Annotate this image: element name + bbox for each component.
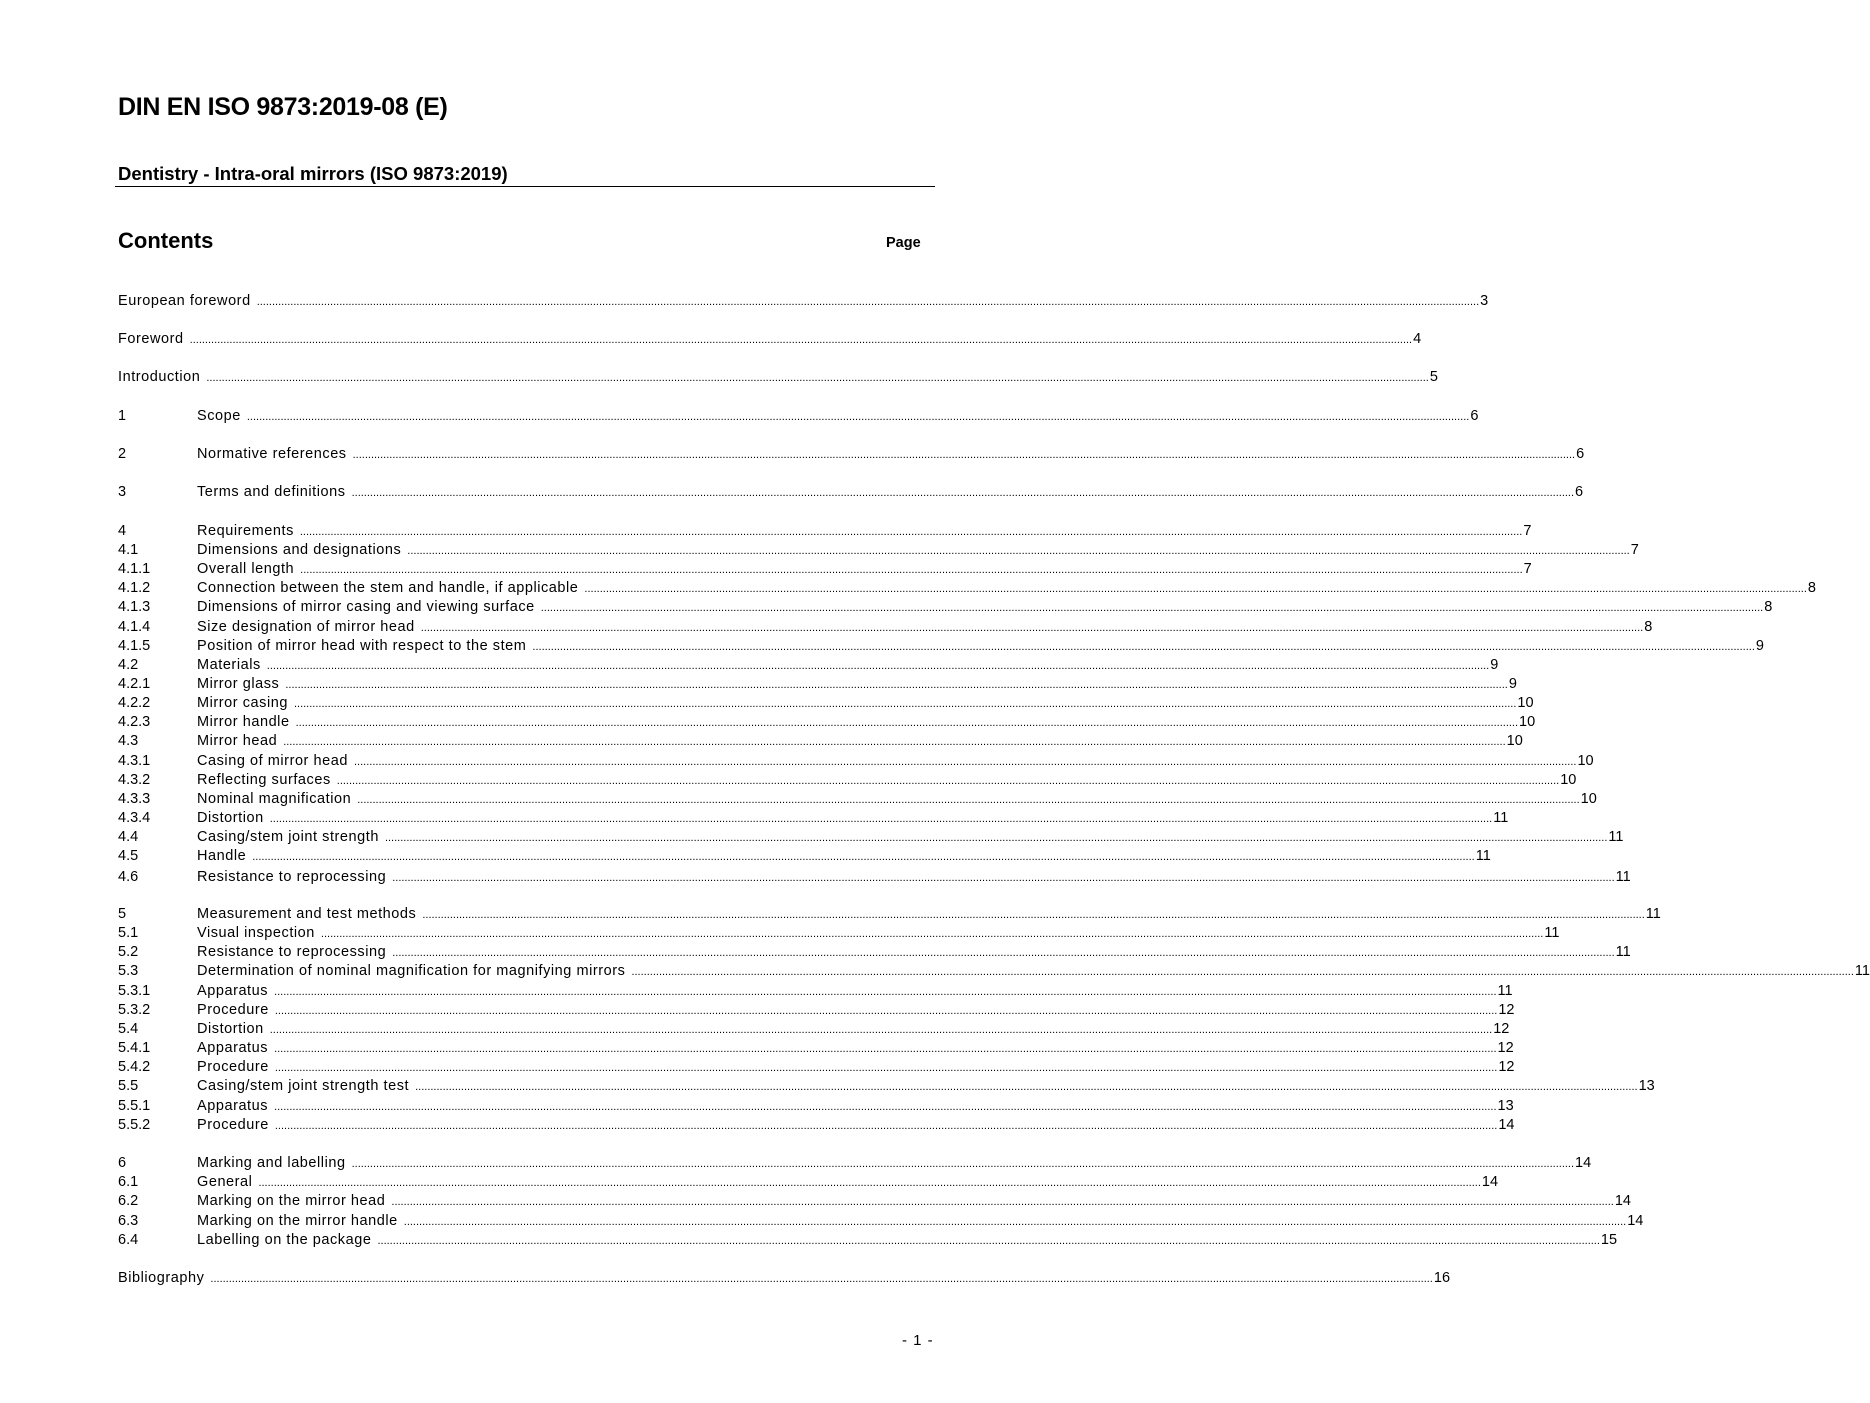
toc-entry-title: Resistance to reprocessing bbox=[197, 869, 387, 885]
toc-entry-title: Introduction bbox=[118, 369, 201, 385]
toc-entry-page: 14 bbox=[1498, 1117, 1515, 1133]
toc-dot-leader: ................................................................................................................................................................................................................................................................................................................................................................................................................ bbox=[384, 832, 1608, 844]
toc-entry-number: 5.3 bbox=[118, 963, 139, 979]
toc-entry[interactable] bbox=[118, 752, 1594, 771]
toc-entry-number: 5.5.1 bbox=[118, 1098, 151, 1114]
toc-entry-title: Casing of mirror head bbox=[197, 753, 348, 769]
toc-dot-leader: ................................................................................................................................................................................................................................................................................................................................................................................................................ bbox=[274, 1043, 1497, 1055]
toc-entry-page: 11 bbox=[1475, 848, 1491, 864]
toc-entry-page: 10 bbox=[1577, 753, 1594, 769]
toc-entry[interactable] bbox=[118, 368, 1438, 387]
toc-dot-leader: ................................................................................................................................................................................................................................................................................................................................................................................................................ bbox=[274, 1101, 1497, 1113]
toc-dot-leader: ................................................................................................................................................................................................................................................................................................................................................................................................................ bbox=[274, 986, 1497, 998]
toc-entry-number: 4.2.1 bbox=[118, 676, 151, 692]
toc-entry-title: Mirror glass bbox=[197, 676, 280, 692]
toc-entry[interactable] bbox=[118, 1192, 1631, 1211]
toc-entry-page: 10 bbox=[1519, 714, 1536, 730]
toc-entry-title: Resistance to reprocessing bbox=[197, 944, 387, 960]
toc-entry-number: 2 bbox=[118, 446, 127, 462]
toc-entry[interactable] bbox=[118, 809, 1509, 828]
toc-entry-number: 4.4 bbox=[118, 829, 139, 845]
toc-entry-page: 10 bbox=[1560, 772, 1577, 788]
toc-entry[interactable] bbox=[118, 905, 1661, 924]
toc-entry-number: 4.2.3 bbox=[118, 714, 151, 730]
toc-entry-page: 13 bbox=[1497, 1098, 1514, 1114]
toc-dot-leader: ................................................................................................................................................................................................................................................................................................................................................................................................................ bbox=[283, 736, 1506, 748]
toc-entry[interactable] bbox=[118, 445, 1585, 464]
toc-dot-leader: ................................................................................................................................................................................................................................................................................................................................................................................................................ bbox=[353, 756, 1577, 768]
toc-dot-leader: ................................................................................................................................................................................................................................................................................................................................................................................................................ bbox=[631, 966, 1854, 978]
toc-entry-number: 4.1.4 bbox=[118, 619, 151, 635]
toc-dot-leader: ................................................................................................................................................................................................................................................................................................................................................................................................................ bbox=[336, 775, 1560, 787]
toc-entry[interactable] bbox=[118, 483, 1584, 502]
toc-entry-page: 6 bbox=[1575, 484, 1584, 500]
toc-entry[interactable] bbox=[118, 618, 1653, 637]
toc-entry[interactable] bbox=[118, 962, 1870, 981]
toc-entry[interactable] bbox=[118, 771, 1577, 790]
toc-entry-page: 11 bbox=[1544, 925, 1560, 941]
toc-dot-leader: ................................................................................................................................................................................................................................................................................................................................................................................................................ bbox=[422, 909, 1645, 921]
toc-entry-page: 6 bbox=[1576, 446, 1585, 462]
toc-dot-leader: ................................................................................................................................................................................................................................................................................................................................................................................................................ bbox=[532, 641, 1755, 653]
toc-entry[interactable] bbox=[118, 675, 1517, 694]
toc-entry-page: 13 bbox=[1638, 1078, 1655, 1094]
toc-entry-page: 8 bbox=[1644, 619, 1653, 635]
toc-entry[interactable] bbox=[118, 1231, 1618, 1250]
toc-dot-leader: ................................................................................................................................................................................................................................................................................................................................................................................................................ bbox=[206, 372, 1429, 384]
toc-entry-number: 1 bbox=[118, 408, 127, 424]
toc-entry[interactable] bbox=[118, 868, 1631, 887]
toc-entry-page: 11 bbox=[1497, 983, 1513, 999]
document-title: DIN EN ISO 9873:2019-08 (E) bbox=[118, 93, 448, 121]
toc-entry-page: 11 bbox=[1645, 906, 1661, 922]
toc-entry-title: Reflecting surfaces bbox=[197, 772, 331, 788]
toc-entry[interactable] bbox=[118, 1097, 1514, 1116]
toc-entry-title: Apparatus bbox=[197, 1040, 269, 1056]
toc-entry-number: 5.3.2 bbox=[118, 1002, 151, 1018]
toc-entry-number: 4.1 bbox=[118, 542, 139, 558]
toc-entry[interactable] bbox=[118, 924, 1560, 943]
toc-entry-title: Distortion bbox=[197, 810, 264, 826]
toc-dot-leader: ................................................................................................................................................................................................................................................................................................................................................................................................................ bbox=[269, 813, 1493, 825]
toc-entry-title: Distortion bbox=[197, 1021, 264, 1037]
toc-dot-leader: ................................................................................................................................................................................................................................................................................................................................................................................................................ bbox=[392, 872, 1615, 884]
toc-entry-title: Procedure bbox=[197, 1059, 269, 1075]
toc-entry-page: 14 bbox=[1575, 1155, 1592, 1171]
toc-entry-title: Procedure bbox=[197, 1002, 269, 1018]
document-subtitle: Dentistry - Intra-oral mirrors (ISO 9873:2019) bbox=[118, 163, 508, 184]
toc-entry-number: 4.2 bbox=[118, 657, 139, 673]
toc-entry-page: 10 bbox=[1506, 733, 1523, 749]
toc-entry-page: 15 bbox=[1600, 1232, 1618, 1248]
toc-dot-leader: ................................................................................................................................................................................................................................................................................................................................................................................................................ bbox=[285, 679, 1508, 691]
toc-dot-leader: ................................................................................................................................................................................................................................................................................................................................................................................................................ bbox=[274, 1005, 1498, 1017]
toc-entry-number: 4.1.5 bbox=[118, 638, 151, 654]
toc-entry-title: Scope bbox=[197, 408, 241, 424]
toc-entry-title: Terms and definitions bbox=[197, 484, 346, 500]
toc-dot-leader: ................................................................................................................................................................................................................................................................................................................................................................................................................ bbox=[295, 717, 1519, 729]
toc-entry-page: 11 bbox=[1608, 829, 1624, 845]
toc-entry[interactable] bbox=[118, 1116, 1515, 1135]
toc-entry-number: 5.4.1 bbox=[118, 1040, 151, 1056]
toc-entry[interactable] bbox=[118, 694, 1534, 713]
toc-dot-leader: ................................................................................................................................................................................................................................................................................................................................................................................................................ bbox=[210, 1273, 1433, 1285]
toc-entry-title: Apparatus bbox=[197, 983, 269, 999]
toc-entry-number: 4.1.3 bbox=[118, 599, 151, 615]
toc-entry-title: Size designation of mirror head bbox=[197, 619, 415, 635]
toc-entry-page: 11 bbox=[1854, 963, 1870, 979]
toc-entry-number: 6.3 bbox=[118, 1213, 139, 1229]
toc-dot-leader: ................................................................................................................................................................................................................................................................................................................................................................................................................ bbox=[392, 947, 1615, 959]
toc-dot-leader: ................................................................................................................................................................................................................................................................................................................................................................................................................ bbox=[189, 334, 1413, 346]
toc-entry-number: 4.1.1 bbox=[118, 561, 151, 577]
toc-entry[interactable] bbox=[118, 847, 1491, 866]
toc-entry[interactable] bbox=[118, 713, 1536, 732]
toc-dot-leader: ................................................................................................................................................................................................................................................................................................................................................................................................................ bbox=[540, 602, 1764, 614]
title-divider bbox=[115, 186, 935, 187]
toc-entry[interactable] bbox=[118, 1077, 1655, 1096]
toc-dot-leader: ................................................................................................................................................................................................................................................................................................................................................................................................................ bbox=[320, 928, 1544, 940]
toc-entry-page: 7 bbox=[1630, 542, 1639, 558]
toc-entry[interactable] bbox=[118, 1154, 1592, 1173]
toc-entry-title: Marking and labelling bbox=[197, 1155, 346, 1171]
toc-entry-title: Mirror casing bbox=[197, 695, 288, 711]
toc-entry[interactable] bbox=[118, 560, 1532, 579]
toc-entry[interactable] bbox=[118, 828, 1624, 847]
toc-entry[interactable] bbox=[118, 330, 1422, 349]
toc-entry-page: 12 bbox=[1498, 1002, 1515, 1018]
toc-entry-number: 5.1 bbox=[118, 925, 139, 941]
toc-dot-leader: ................................................................................................................................................................................................................................................................................................................................................................................................................ bbox=[357, 794, 1580, 806]
toc-entry-page: 9 bbox=[1755, 638, 1764, 654]
toc-entry[interactable] bbox=[118, 407, 1479, 426]
footer-page-number: - 1 - bbox=[902, 1332, 934, 1349]
toc-entry-number: 4.2.2 bbox=[118, 695, 151, 711]
toc-entry[interactable] bbox=[118, 943, 1631, 962]
toc-dot-leader: ................................................................................................................................................................................................................................................................................................................................................................................................................ bbox=[352, 449, 1576, 461]
toc-entry-title: Connection between the stem and handle, if applicable bbox=[197, 580, 579, 596]
toc-entry-page: 10 bbox=[1580, 791, 1597, 807]
toc-entry-title: Materials bbox=[197, 657, 261, 673]
toc-entry-title: Mirror head bbox=[197, 733, 278, 749]
toc-entry[interactable] bbox=[118, 790, 1597, 809]
toc-entry-title: Procedure bbox=[197, 1117, 269, 1133]
toc-entry-page: 14 bbox=[1614, 1193, 1631, 1209]
toc-entry[interactable] bbox=[118, 1173, 1499, 1192]
toc-entry-number: 5.5.2 bbox=[118, 1117, 151, 1133]
toc-entry-page: 7 bbox=[1523, 561, 1532, 577]
toc-entry-number: 4.3.1 bbox=[118, 753, 151, 769]
toc-entry-title: Position of mirror head with respect to the stem bbox=[197, 638, 527, 654]
toc-entry-number: 5.4 bbox=[118, 1021, 139, 1037]
toc-dot-leader: ................................................................................................................................................................................................................................................................................................................................................................................................................ bbox=[351, 487, 1575, 499]
toc-dot-leader: ................................................................................................................................................................................................................................................................................................................................................................................................................ bbox=[293, 698, 1517, 710]
toc-dot-leader: ................................................................................................................................................................................................................................................................................................................................................................................................................ bbox=[300, 564, 1523, 576]
toc-entry[interactable] bbox=[118, 1269, 1451, 1288]
toc-entry-title: Nominal magnification bbox=[197, 791, 352, 807]
toc-dot-leader: ................................................................................................................................................................................................................................................................................................................................................................................................................ bbox=[584, 583, 1807, 595]
toc-dot-leader: ................................................................................................................................................................................................................................................................................................................................................................................................................ bbox=[266, 660, 1490, 672]
toc-dot-leader: ................................................................................................................................................................................................................................................................................................................................................................................................................ bbox=[351, 1158, 1575, 1170]
toc-entry-page: 8 bbox=[1764, 599, 1773, 615]
toc-entry-title: Apparatus bbox=[197, 1098, 269, 1114]
toc-entry-title: Marking on the mirror handle bbox=[197, 1213, 398, 1229]
toc-entry-title: Bibliography bbox=[118, 1270, 205, 1286]
toc-dot-leader: ................................................................................................................................................................................................................................................................................................................................................................................................................ bbox=[299, 526, 1523, 538]
toc-entry[interactable] bbox=[118, 1039, 1514, 1058]
toc-entry[interactable] bbox=[118, 656, 1499, 675]
toc-entry-page: 10 bbox=[1517, 695, 1534, 711]
contents-heading: Contents bbox=[118, 228, 214, 253]
toc-dot-leader: ................................................................................................................................................................................................................................................................................................................................................................................................................ bbox=[274, 1062, 1498, 1074]
toc-entry-page: 11 bbox=[1615, 869, 1631, 885]
toc-entry-page: 12 bbox=[1497, 1040, 1514, 1056]
toc-entry-title: Visual inspection bbox=[197, 925, 315, 941]
toc-entry-page: 9 bbox=[1508, 676, 1517, 692]
toc-entry-title: Casing/stem joint strength bbox=[197, 829, 379, 845]
toc-entry-page: 11 bbox=[1615, 944, 1631, 960]
toc-entry-number: 4.5 bbox=[118, 848, 139, 864]
page-column-heading: Page bbox=[886, 235, 921, 251]
toc-entry-page: 14 bbox=[1481, 1174, 1499, 1190]
toc-entry-number: 4.3.3 bbox=[118, 791, 151, 807]
toc-entry-page: 11 bbox=[1493, 810, 1509, 826]
toc-entry-title: Foreword bbox=[118, 331, 184, 347]
toc-entry-page: 5 bbox=[1429, 369, 1438, 385]
toc-entry-number: 6.1 bbox=[118, 1174, 139, 1190]
toc-dot-leader: ................................................................................................................................................................................................................................................................................................................................................................................................................ bbox=[258, 1177, 1481, 1189]
toc-entry-number: 4.1.2 bbox=[118, 580, 151, 596]
toc-dot-leader: ................................................................................................................................................................................................................................................................................................................................................................................................................ bbox=[420, 622, 1644, 634]
toc-entry[interactable] bbox=[118, 637, 1764, 656]
toc-entry-number: 4.3 bbox=[118, 733, 139, 749]
toc-entry[interactable] bbox=[118, 1212, 1644, 1231]
toc-entry-number: 4.6 bbox=[118, 869, 139, 885]
toc-entry-number: 6.2 bbox=[118, 1193, 139, 1209]
toc-entry[interactable] bbox=[118, 1020, 1510, 1039]
toc-entry-title: Requirements bbox=[197, 523, 294, 539]
toc-entry-title: General bbox=[197, 1174, 253, 1190]
toc-dot-leader: ................................................................................................................................................................................................................................................................................................................................................................................................................ bbox=[256, 296, 1480, 308]
toc-entry-page: 12 bbox=[1498, 1059, 1515, 1075]
toc-entry-number: 4.3.2 bbox=[118, 772, 151, 788]
toc-entry-page: 9 bbox=[1490, 657, 1499, 673]
toc-entry[interactable] bbox=[118, 522, 1532, 541]
toc-entry[interactable] bbox=[118, 1001, 1515, 1020]
toc-entry-number: 4.3.4 bbox=[118, 810, 151, 826]
toc-entry[interactable] bbox=[118, 982, 1513, 1001]
toc-entry-page: 3 bbox=[1480, 293, 1489, 309]
toc-entry[interactable] bbox=[118, 598, 1773, 617]
toc-entry[interactable] bbox=[118, 732, 1523, 751]
toc-entry-title: Normative references bbox=[197, 446, 347, 462]
toc-entry-number: 5 bbox=[118, 906, 127, 922]
toc-entry[interactable] bbox=[118, 1058, 1515, 1077]
toc-entry-number: 6 bbox=[118, 1155, 127, 1171]
toc-dot-leader: ................................................................................................................................................................................................................................................................................................................................................................................................................ bbox=[377, 1235, 1600, 1247]
toc-dot-leader: ................................................................................................................................................................................................................................................................................................................................................................................................................ bbox=[391, 1196, 1614, 1208]
toc-entry-page: 12 bbox=[1493, 1021, 1510, 1037]
toc-entry-title: European foreword bbox=[118, 293, 251, 309]
toc-entry-title: Determination of nominal magnification for magnifying mirrors bbox=[197, 963, 626, 979]
toc-entry-page: 6 bbox=[1470, 408, 1479, 424]
toc-dot-leader: ................................................................................................................................................................................................................................................................................................................................................................................................................ bbox=[415, 1081, 1638, 1093]
toc-entry-title: Labelling on the package bbox=[197, 1232, 372, 1248]
toc-entry[interactable] bbox=[118, 292, 1489, 311]
toc-entry-title: Mirror handle bbox=[197, 714, 290, 730]
toc-entry[interactable] bbox=[118, 541, 1639, 560]
toc-entry-number: 5.2 bbox=[118, 944, 139, 960]
toc-dot-leader: ................................................................................................................................................................................................................................................................................................................................................................................................................ bbox=[407, 545, 1630, 557]
toc-dot-leader: ................................................................................................................................................................................................................................................................................................................................................................................................................ bbox=[269, 1024, 1493, 1036]
toc-entry-page: 8 bbox=[1807, 580, 1816, 596]
toc-entry-title: Handle bbox=[197, 848, 247, 864]
toc-dot-leader: ................................................................................................................................................................................................................................................................................................................................................................................................................ bbox=[274, 1120, 1498, 1132]
toc-entry-number: 6.4 bbox=[118, 1232, 139, 1248]
toc-entry-title: Measurement and test methods bbox=[197, 906, 417, 922]
toc-entry-title: Dimensions and designations bbox=[197, 542, 402, 558]
toc-entry-page: 4 bbox=[1413, 331, 1422, 347]
toc-entry-page: 16 bbox=[1433, 1270, 1451, 1286]
toc-entry-number: 5.3.1 bbox=[118, 983, 151, 999]
toc-dot-leader: ................................................................................................................................................................................................................................................................................................................................................................................................................ bbox=[252, 851, 1475, 863]
toc-entry-title: Marking on the mirror head bbox=[197, 1193, 386, 1209]
toc-dot-leader: ................................................................................................................................................................................................................................................................................................................................................................................................................ bbox=[246, 411, 1470, 423]
toc-entry[interactable] bbox=[118, 579, 1816, 598]
toc-entry-number: 4 bbox=[118, 523, 127, 539]
toc-entry-number: 3 bbox=[118, 484, 127, 500]
toc-entry-page: 7 bbox=[1523, 523, 1532, 539]
toc-entry-number: 5.4.2 bbox=[118, 1059, 151, 1075]
toc-dot-leader: ................................................................................................................................................................................................................................................................................................................................................................................................................ bbox=[403, 1216, 1627, 1228]
toc-entry-title: Casing/stem joint strength test bbox=[197, 1078, 410, 1094]
toc-entry-title: Overall length bbox=[197, 561, 295, 577]
toc-entry-page: 14 bbox=[1627, 1213, 1644, 1229]
toc-entry-number: 5.5 bbox=[118, 1078, 139, 1094]
toc-entry-title: Dimensions of mirror casing and viewing surface bbox=[197, 599, 535, 615]
